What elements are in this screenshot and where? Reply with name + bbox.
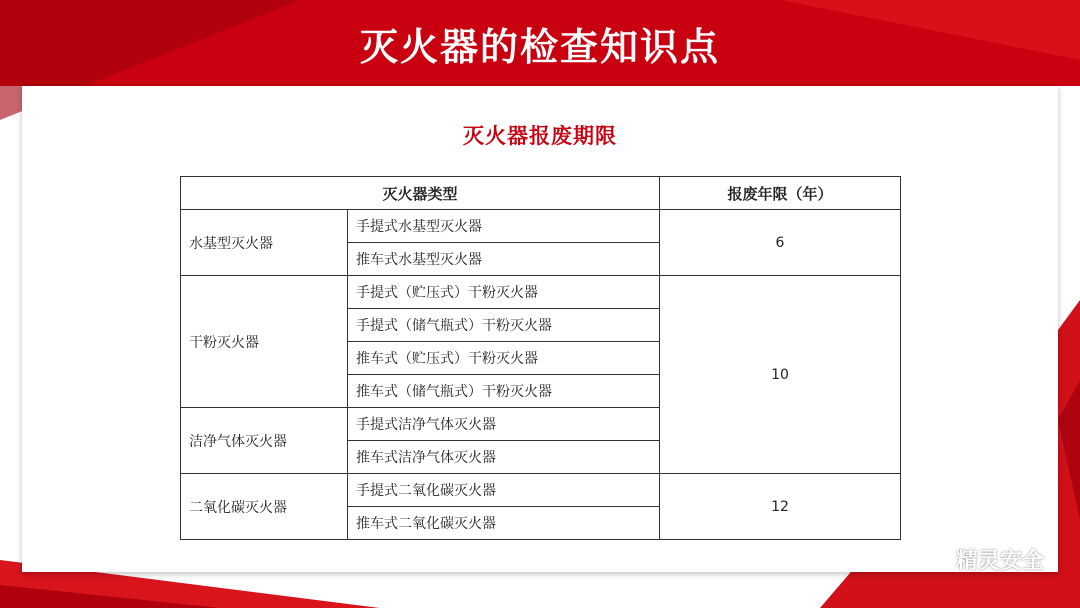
header-bar — [0, 0, 1080, 86]
category-cell: 干粉灭火器 — [181, 276, 348, 408]
header-years: 报废年限（年） — [660, 177, 901, 210]
item-cell: 推车式洁净气体灭火器 — [348, 441, 660, 474]
item-cell: 手提式（贮压式）干粉灭火器 — [348, 276, 660, 309]
item-cell: 手提式二氧化碳灭火器 — [348, 474, 660, 507]
category-cell: 水基型灭火器 — [181, 210, 348, 276]
header-type: 灭火器类型 — [181, 177, 660, 210]
table-header-row — [181, 177, 901, 210]
section-subtitle: 灭火器报废期限 — [463, 124, 617, 148]
category-cell: 洁净气体灭火器 — [181, 408, 348, 474]
table-row — [181, 276, 901, 309]
years-cell: 6 — [660, 210, 901, 276]
item-cell: 推车式（贮压式）干粉灭火器 — [348, 342, 660, 375]
wechat-icon — [920, 547, 950, 573]
years-cell: 12 — [660, 474, 901, 540]
item-cell: 推车式水基型灭火器 — [348, 243, 660, 276]
item-cell: 推车式（储气瓶式）干粉灭火器 — [348, 375, 660, 408]
expiry-table — [180, 176, 901, 540]
item-cell: 手提式洁净气体灭火器 — [348, 408, 660, 441]
item-cell: 手提式水基型灭火器 — [348, 210, 660, 243]
item-cell: 推车式二氧化碳灭火器 — [348, 507, 660, 540]
watermark — [920, 544, 1044, 575]
table-row — [181, 210, 901, 243]
table-row — [181, 474, 901, 507]
watermark-text: 精灵安全 — [955, 549, 1044, 574]
content-card — [22, 86, 1058, 572]
item-cell: 手提式（储气瓶式）干粉灭火器 — [348, 309, 660, 342]
page-title: 灭火器的检查知识点 — [359, 24, 720, 69]
category-cell: 二氧化碳灭火器 — [181, 474, 348, 540]
years-cell: 10 — [660, 276, 901, 474]
